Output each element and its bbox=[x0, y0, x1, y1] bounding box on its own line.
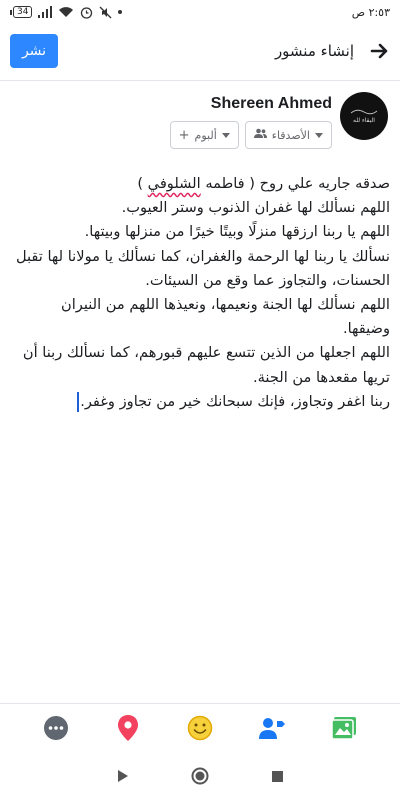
header-divider bbox=[0, 80, 400, 81]
author-row bbox=[170, 92, 388, 149]
post-line bbox=[10, 390, 390, 414]
post-line: اللهم نسألك لها غفران الذنوب وستر العيوب. bbox=[121, 199, 390, 217]
post-text-area[interactable] bbox=[10, 172, 390, 414]
post-line: نسألك يا ربنا لها الرحمة والغفران، كما نسألك يا مولانا لها تقبل الحسنات، والتجاوز عما وقع من السيئات. bbox=[15, 247, 390, 289]
tag-people-icon[interactable] bbox=[256, 712, 288, 744]
chevron-down-icon bbox=[222, 133, 230, 138]
toolbar-divider bbox=[0, 703, 400, 704]
post-line: اللهم يا ربنا ارزقها منزلًا وبيتًا خيرًا من منزلها وبيتها. bbox=[84, 223, 390, 241]
publish-button[interactable]: نشر bbox=[10, 34, 58, 68]
author-name: Shereen Ahmed bbox=[210, 95, 332, 112]
status-bar bbox=[0, 0, 400, 24]
plus-icon: + bbox=[178, 127, 190, 143]
post-line: اللهم اجعلها من الذين تتسع عليهم قبورهم، كما نسألك ربنا أن تريها مقعدها من الجنة. bbox=[22, 344, 390, 386]
back-arrow-icon[interactable] bbox=[370, 42, 390, 60]
album-selector[interactable] bbox=[170, 121, 239, 149]
composer-toolbar bbox=[0, 708, 400, 748]
post-line-part: صدقه جاريه علي روح ( فاطمه bbox=[200, 175, 390, 192]
page-title: إنشاء منشور bbox=[274, 42, 354, 60]
misspelled-word: الشلوفي bbox=[147, 175, 201, 192]
compose-header bbox=[0, 28, 400, 74]
signal-icon bbox=[38, 6, 52, 18]
post-line-part: ربنا اغفر وتجاوز، فإنك سبحانك خير من تجاوز وغفر. bbox=[80, 392, 390, 410]
post-line bbox=[10, 172, 390, 196]
recents-square-icon[interactable] bbox=[263, 761, 293, 791]
more-status-icon bbox=[118, 10, 122, 14]
album-label: ألبوم bbox=[194, 128, 217, 142]
alarm-icon bbox=[80, 6, 93, 19]
more-icon[interactable] bbox=[40, 712, 72, 744]
back-triangle-icon[interactable] bbox=[108, 761, 138, 791]
text-cursor bbox=[77, 392, 79, 412]
system-nav-bar bbox=[0, 758, 400, 794]
author-info bbox=[170, 92, 332, 149]
audience-label: الأصدقاء bbox=[271, 128, 310, 142]
wifi-icon bbox=[58, 6, 74, 18]
location-pin-icon[interactable] bbox=[112, 712, 144, 744]
post-line-part: ) bbox=[137, 175, 148, 192]
status-icons bbox=[10, 6, 122, 19]
avatar-text: البقاء لله bbox=[353, 117, 375, 124]
emoji-icon[interactable] bbox=[184, 712, 216, 744]
chevron-down-icon bbox=[315, 133, 323, 138]
home-circle-icon[interactable] bbox=[185, 761, 215, 791]
friends-icon bbox=[254, 128, 267, 142]
clock: ٢:٥٣ ص bbox=[351, 5, 390, 19]
battery-icon bbox=[10, 6, 32, 18]
mute-icon bbox=[99, 6, 112, 19]
audience-selector[interactable] bbox=[245, 121, 332, 149]
photo-icon[interactable] bbox=[328, 712, 360, 744]
privacy-chips bbox=[170, 121, 332, 149]
post-line: اللهم نسألك لها الجنة ونعيمها، ونعيذها اللهم من النيران وضيقها. bbox=[61, 296, 390, 338]
header-right bbox=[275, 42, 390, 60]
avatar[interactable] bbox=[340, 92, 388, 140]
battery-level: 34 bbox=[13, 6, 32, 18]
